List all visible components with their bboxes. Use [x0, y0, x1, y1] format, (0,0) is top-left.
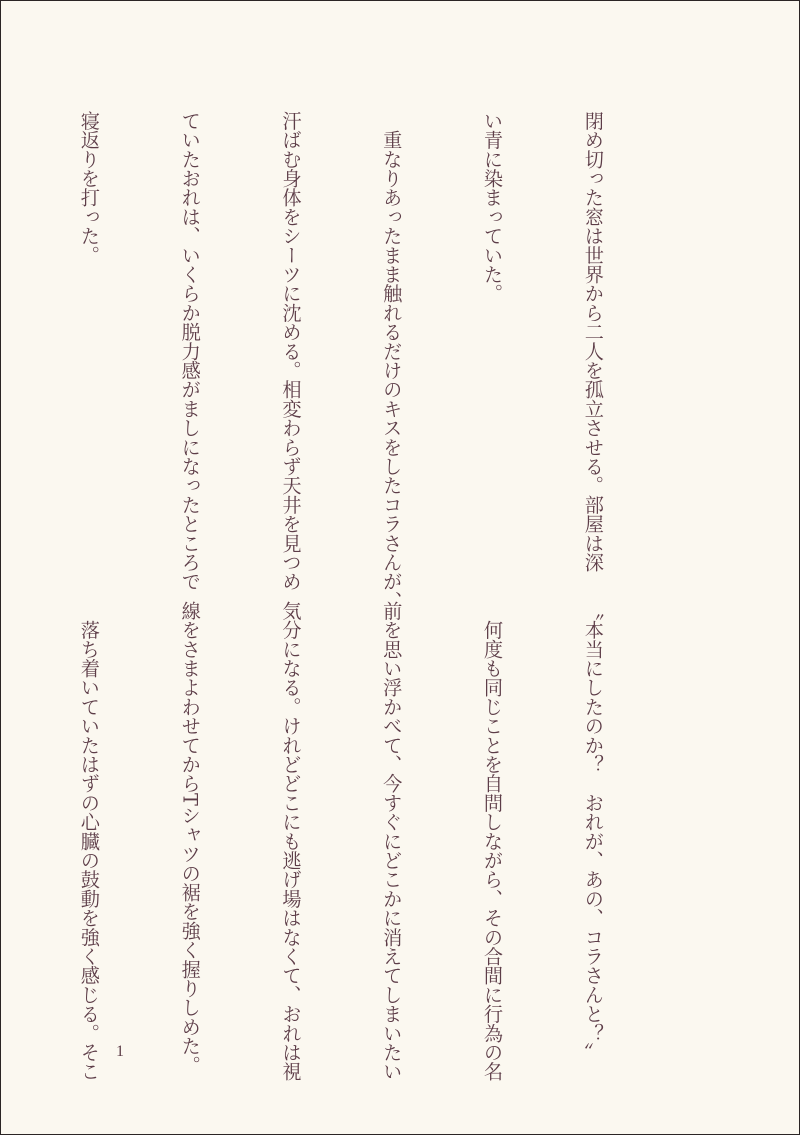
text-line: 重なりあったまま触れるだけのキスをしたコラさんが、 [380, 111, 404, 611]
upper-text-block [0, 111, 677, 611]
text-line: 落ち着いていたはずの心臓の鼓動を強く感じる。そこ [77, 601, 101, 1081]
text-line: 閉め切った窓は世界から二人を孤立させる。部屋は深 [581, 111, 605, 572]
text-line [0, 601, 5, 1041]
text-line: 寝返りを打った。 [77, 111, 101, 265]
text-line: 前を思い浮かべて、今すぐにどこかに消えてしまいたい [380, 601, 404, 1081]
text-line: ていたおれは、いくらか脱力感がましになったところで [178, 111, 202, 591]
page-number: 1 [116, 1043, 124, 1060]
text-line: 線をさまよわせてからTシャツの裾を強く握りしめた。 [178, 601, 202, 1075]
text-line: 汗ばむ身体をシーツに沈める。相変わらず天井を見つめ [279, 111, 303, 591]
text-line: 何度も同じことを自問しながら、その合間に行為の名 [481, 601, 505, 1081]
text-line: い青に染まっていた。 [481, 111, 505, 303]
text-line: 〝本当にしたのか？ おれが、あの、コラさんと？〟 [581, 601, 605, 1062]
text-line: 気分になる。けれどどこにも逃げ場はなくて、おれは視 [279, 601, 303, 1081]
lower-text-block [0, 601, 677, 1081]
text-line [0, 111, 5, 611]
